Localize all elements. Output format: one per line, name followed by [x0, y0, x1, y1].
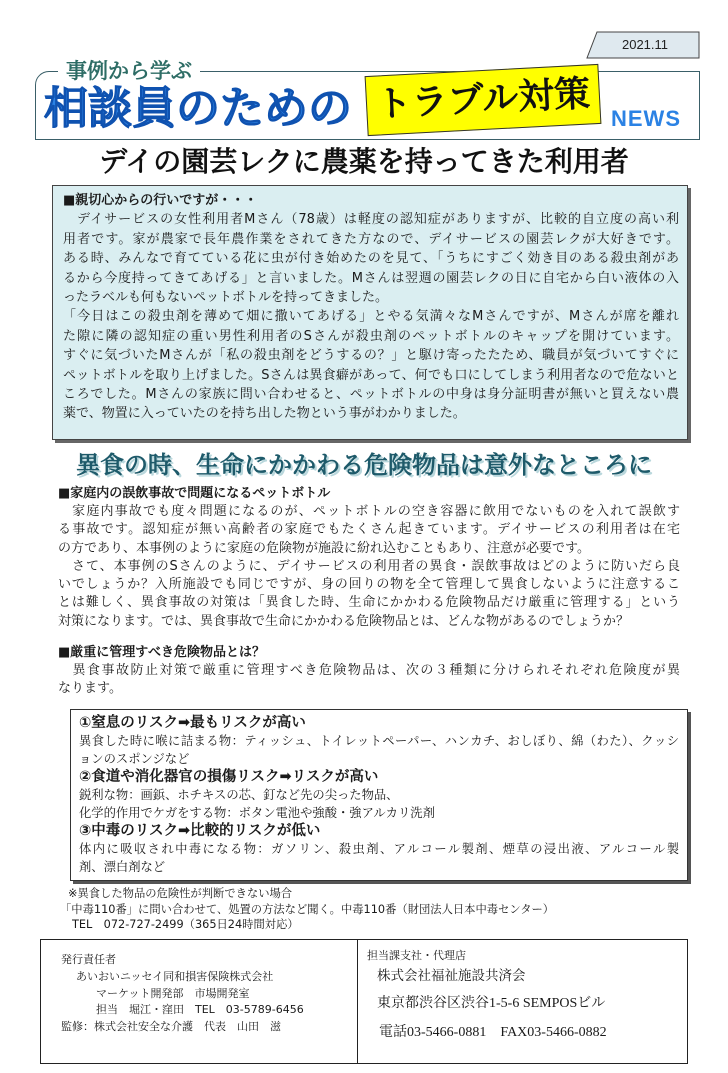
- section-heading: ■厳重に管理すべき危険物品とは？: [58, 645, 266, 660]
- agency-block: [357, 940, 687, 1063]
- risk-title-poisoning: ③中毒のリスク➡比較的リスクが低い: [79, 823, 321, 839]
- masthead-news-label: NEWS: [611, 106, 681, 131]
- publisher-company: あいおいニッセイ同和損害保険株式会社: [76, 969, 274, 983]
- risk-description: [79, 732, 679, 768]
- case-text-line: 薬で、物置に入っていたのを持ち出した物という事がわかりました。: [63, 406, 466, 422]
- issue-date: 2021.11: [621, 37, 669, 52]
- note-line: 「中毒110番」に問い合わせて、処置の方法など聞く。中毒110番（財団法人日本中毒センター）: [60, 902, 555, 916]
- body-text-line: の方であり、本事例のように家庭の危険物が施設に紛れ込むこともあり、注意が必要です。: [58, 540, 590, 556]
- agency-name: 株式会社福祉施設共済会: [377, 968, 526, 984]
- publisher-contact: 担当 堀江・窪田 TEL 03-5789-6456: [96, 1003, 304, 1017]
- section-paragraph: [58, 662, 680, 699]
- footer-credits: [40, 939, 688, 1064]
- case-text-line: ころでした。Mさんの家族に問い合わせると、ペットボトルの中身は身分証明書が無いと買えない農: [63, 386, 679, 402]
- note-line: ※異食した物品の危険性が判断できない場合: [68, 887, 293, 900]
- agency-address: 東京都渋谷区渋谷1-5-6 SEMPOSビル: [377, 996, 606, 1011]
- risk-text-line: 鋭利な物：画鋲、ホチキスの芯、釘など先の尖った物品、: [79, 788, 399, 802]
- body-text-line: さて、本事例のSさんのように、デイサービスの利用者の異食・誤飲事故はどのように防いだら良: [58, 558, 680, 574]
- risk-text-line: ョンのスポンジなど: [79, 752, 190, 766]
- body-text-line: なります。: [58, 681, 122, 697]
- case-text-line: 用者です。家が農家で長年農作業をされてきた方なので、デイサービスの園芸レクが大好きです。: [63, 231, 679, 247]
- section-hazards: [58, 643, 680, 699]
- case-text-line: ある時、みんなで育てている花に虫が付き始めたのを見て、「うちにすごく効き目のある殺虫剤があ: [63, 251, 679, 267]
- case-text-line: デイサービスの女性利用者Mさん（78歳）は軽度の認知症がありますが、比較的自立度の高い利: [63, 212, 679, 228]
- body-text-line: 異食事故防止対策で厳重に管理すべき危険物品は、次の３種類に分けられそれぞれ危険度が異: [58, 663, 680, 678]
- risk-text-line: 体内に吸収され中毒になる物：ガソリン、殺虫剤、アルコール製剤、煙草の浸出液、アルコール製: [79, 842, 679, 856]
- masthead-title: 相談員のための: [44, 83, 352, 134]
- case-heading: ■親切心からの行いですが・・・: [63, 193, 258, 208]
- case-text-line: た隙に隣の認知症の重い男性利用者のSさんが殺虫剤のペットボトルのキャップを開けています。: [63, 328, 679, 344]
- publisher-label: 発行責任者: [61, 953, 116, 966]
- case-text-line: ったラベルも何もないペットボトルを持ってきました。: [63, 289, 389, 305]
- note-phone-line: TEL 072-727-2499（365日24時間対応）: [72, 918, 299, 931]
- risk-description: [79, 804, 679, 822]
- case-paragraph: [63, 210, 679, 307]
- section-pet-bottle: [58, 484, 680, 631]
- risk-text-line: 異食した時に喉に詰まる物：ティッシュ、トイレットペーパー、ハンカチ、おしぼり、綿（わた）、クッシ: [79, 734, 679, 748]
- risk-description: [79, 840, 679, 876]
- risk-title-choking: ①窒息のリスク➡最もリスクが高い: [79, 715, 306, 731]
- section-title: 異食の時、生命にかかわる危険物品は意外なところに: [76, 451, 652, 479]
- agency-phone-fax: 電話03-5466-0881 FAX03-5466-0882: [379, 1025, 607, 1040]
- supervisor-credit: 監修：株式会社安全な介護 代表 山田 滋: [61, 1020, 281, 1034]
- risk-title-injury: ②食道や消化器官の損傷リスク➡リスクが高い: [79, 769, 379, 785]
- case-story-box: [52, 185, 688, 440]
- case-text-line: るから今度持ってきてあげる」と言いました。Mさんは翌週の園芸レクの日に自宅から白い液体の入: [63, 270, 679, 286]
- section-paragraph: [58, 503, 680, 558]
- masthead-badge: トラブル対策: [365, 64, 602, 136]
- section-heading: ■家庭内の誤飲事故で問題になるペットボトル: [58, 486, 331, 501]
- case-text-line: 「今日はこの殺虫剤を薄めて畑に撒いてあげる」とやる気満々なMさんですが、Mさんが席を離れ: [63, 309, 679, 325]
- case-paragraph: [63, 307, 679, 423]
- publisher-block: [41, 940, 357, 1063]
- masthead-kicker: 事例から学ぶ: [58, 58, 200, 84]
- risk-text-line: 剤、漂白剤など: [79, 860, 166, 874]
- page-headline: デイの園芸レクに農薬を持ってきた利用者: [99, 145, 629, 178]
- body-text-line: 家庭内事故でも度々問題になるのが、ペットボトルの空き容器に飲用でないものを入れて誤飲す: [58, 504, 680, 519]
- case-text-line: すぐに気づいたMさんが「私の殺虫剤をどうするの？」と駆け寄ったたため、職員が気づいてすぐに: [63, 348, 679, 364]
- body-text-line: 対策になります。では、異食事故で生命にかかわる危険物品とは、どんな物があるのでしょうか？: [58, 613, 629, 629]
- body-text-line: る事故です。認知症が無い高齢者の家庭でもたくさん起きています。デイサービスの利用者は在宅: [58, 522, 680, 538]
- poison-hotline-note: [60, 886, 680, 933]
- body-text-line: とは難しく、異食事故の対策は「異食した時、生命にかかわる危険物品だけ厳重に管理する」という: [58, 595, 680, 611]
- issue-date-tab: [586, 31, 700, 59]
- risk-text-line: 化学的作用でケガをする物：ボタン電池や強酸・強アルカリ洗剤: [79, 806, 435, 820]
- publisher-department: マーケット開発部 市場開発室: [96, 986, 250, 1000]
- risk-description: [79, 786, 679, 804]
- risk-categories-box: [70, 709, 688, 881]
- section-paragraph: [58, 558, 680, 631]
- body-text-line: いでしょうか？入所施設でも同じですが、身の回りの物を全て管理して異食しないように注意するこ: [58, 577, 680, 593]
- agency-label: 担当課支社・代理店: [367, 949, 466, 962]
- case-text-line: ペットボトルを取り上げました。Sさんは異食癖があって、何でも口にしてしまう利用者なので危ないと: [63, 367, 679, 383]
